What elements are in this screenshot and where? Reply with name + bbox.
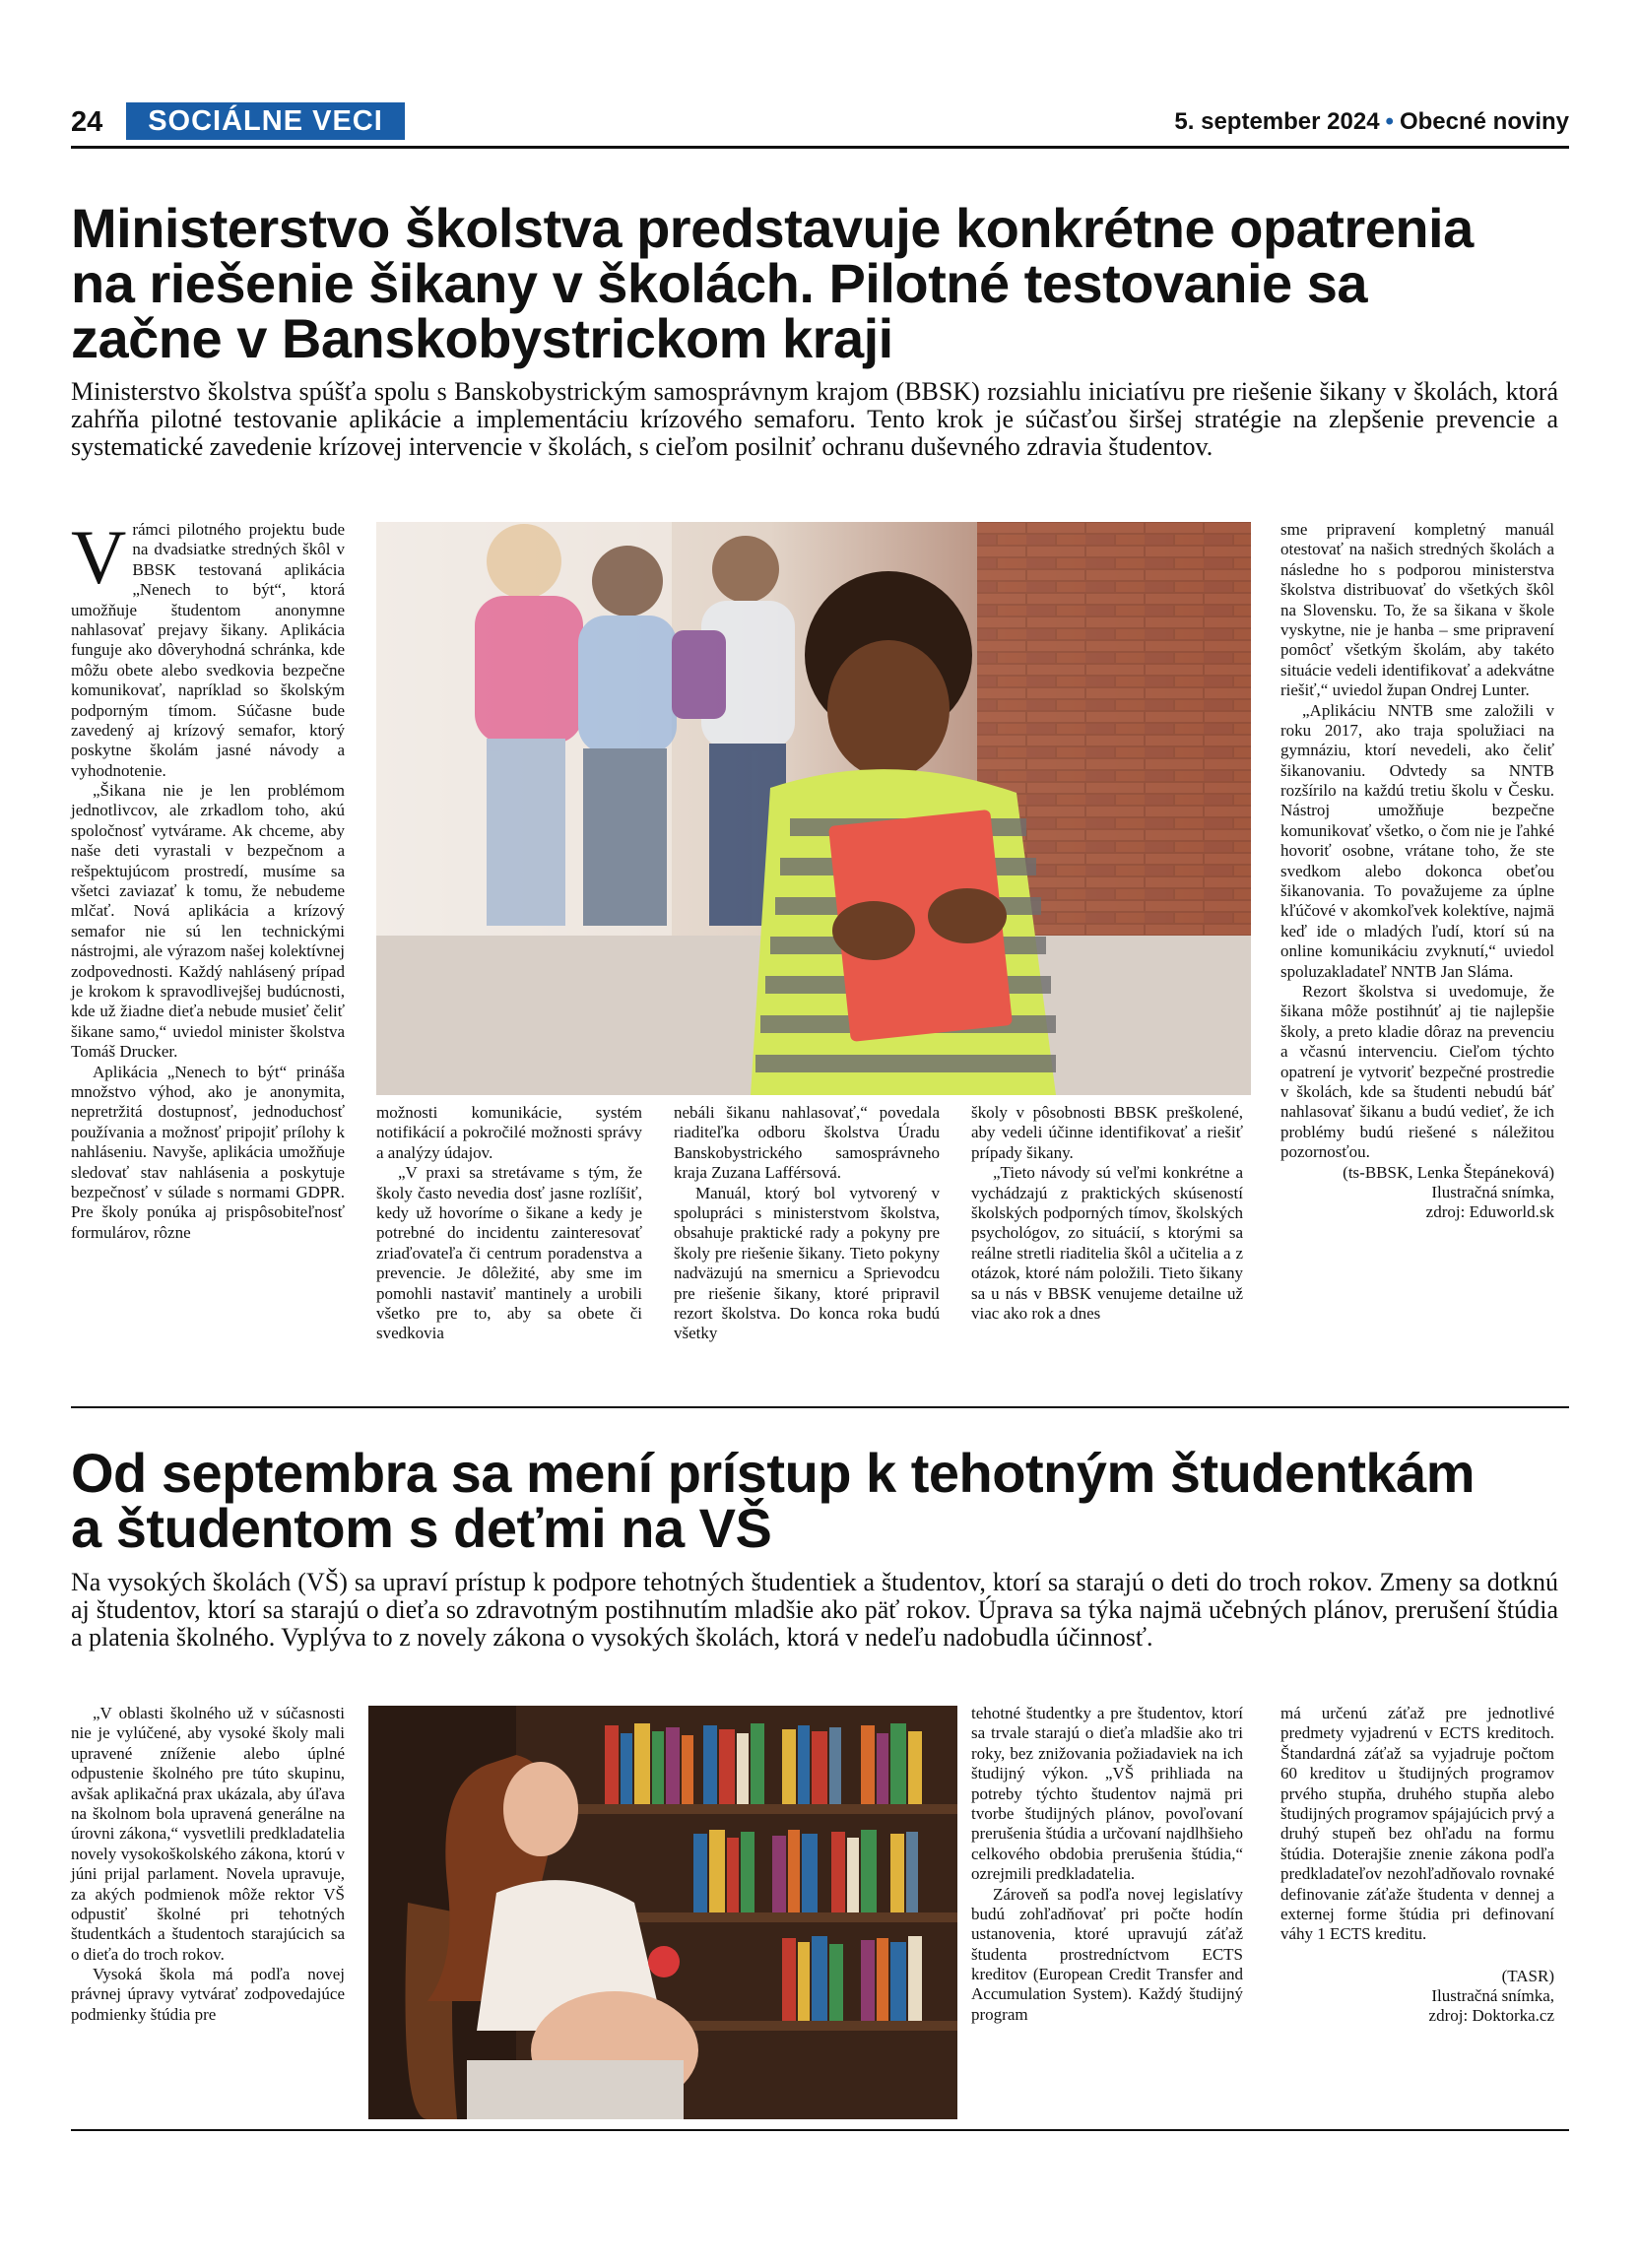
article2-headline: Od septembra sa mení prístup k tehotným študentkám a študentom s deťmi na VŠ (71, 1442, 1476, 1559)
article1-paragraph: „V praxi sa stretávame s tým, že školy často nevedia dosť jasne rozlíšiť, kedy už hovoríme o šikane a kedy je potrebné do incidentu zainteresovať zriaďovateľa či centrum poradenstva a prevencie. Je dôležité, aby sme im pomohli nastaviť mantinely a urobili všetko pre to, aby sa obete či svedkovia (376, 1163, 642, 1343)
issue-date: 5. september 2024 (1174, 108, 1380, 135)
article1-paragraph: Aplikácia „Nenech to být“ prináša množstvo výhod, ako je anonymita, nepretržitá dostupnosť, jednoduchosť používania a možnosť pripojiť prílohy k nahláseniu. Navyše, aplikácia umožňuje sledovať stav nahlásenia a poskytuje bezpečnosť v súlade s normami GDPR. Pre školy ponúka aj prispôsobiteľnosť formulárov, rôzne (71, 1062, 345, 1242)
article1-paragraph: „Šikana nie je len problémom jednotlivcov, ale zrkadlom toho, akú spoločnosť vytvárame. Ak chceme, aby naše deti vyrastali v bezpečnom a rešpektujúcom prostredí, musíme sa všetci zaviazať k tomu, že nebudeme mlčať. Nová aplikácia a krízový semafor nie sú len technickými nástrojmi, ale výrazom našej kolektívnej zodpovednosti. Každý nahlásený prípad je krokom k spravodlivejšej budúcnosti, kde už žiadne dieťa nebude musieť čeliť šikane samo,“ uviedol minister školstva Tomáš Drucker. (71, 781, 345, 1062)
article1-photo-caption: Ilustračná snímka, (1431, 1182, 1554, 1201)
article2-paragraph: Vysoká škola má podľa novej právnej úpravy vytvárať zodpovedajúce podmienky štúdia pre (71, 1965, 345, 2024)
article1-paragraph: nebáli šikanu nahlasovať,“ povedala riaditeľka odboru školstva Úradu Banskobystrického samosprávneho kraja Zuzana Lafférsová. (674, 1103, 940, 1183)
article2-photo-caption: Ilustračná snímka, (1431, 1986, 1554, 2006)
section-label: SOCIÁLNE VECI (126, 102, 405, 140)
article1-column-1 (71, 514, 345, 1243)
header-rule (71, 146, 1569, 149)
article1-paragraph: školy v pôsobnosti BBSK preškolené, aby vedeli účinne identifikovať a riešiť prípady šikany. (971, 1103, 1243, 1162)
publication-name: Obecné noviny (1399, 108, 1569, 135)
separator-dot: • (1385, 108, 1394, 135)
article1-paragraph: Manuál, ktorý bol vytvorený v spolupráci s ministerstvom školstva, obsahuje praktické rady a pokyny pre školy pre riešenie šikany. Tieto pokyny nadväzujú na smernicu a Sprievodcu pre riešenie šikany, ktoré pripravil rezort školstva. Do konca roka budú všetky (674, 1183, 940, 1343)
article1-paragraph: rámci pilotného projektu bude na dvadsiatke stredných škôl v BBSK testovaná aplikácia „Nenech to být“, ktorá umožňuje študentom anonymne nahlasovať prejavy šikany. Aplikácia funguje ako dôveryhodná schránka, kde môžu obete alebo svedkovia bezpečne komunikovať, napríklad so školským podporným tímom. Súčasne bude zavedený aj krízový semafor, ktorý poskytne školám jasné návody a vyhodnotenie. (71, 520, 345, 780)
article2-column-4 (971, 1704, 1243, 2025)
article1-paragraph: možnosti komunikácie, systém notifikácií a pokročilé možnosti správy a analýzy údajov. (376, 1103, 642, 1162)
bullying-illustration-photo (376, 522, 1251, 1095)
article1-column-4 (971, 1103, 1243, 1324)
article1-headline: Ministerstvo školstva predstavuje konkrétne opatrenia na riešenie šikany v školách. Pilotné testovanie sa začne v Banskobystrickom kraji (71, 197, 1474, 369)
footer-rule (71, 2129, 1569, 2131)
dropcap: V (71, 514, 127, 600)
article2-column-5 (1280, 1704, 1554, 2027)
article1-photo-source: zdroj: Eduworld.sk (1425, 1202, 1554, 1222)
article1-lead: Ministerstvo školstva spúšťa spolu s Banskobystrickým samosprávnym krajom (BBSK) rozsiahlu iniciatívu pre riešenie šikany v školách, ktorá zahŕňa pilotné testovanie aplikácie a implementáciu krízového semaforu. Tento krok je súčasťou širšej stratégie na zlepšenie prevencie a systematické zavedenie krízovej intervencie v školách, s cieľom posilniť ochranu duševného zdravia študentov. (71, 377, 1558, 462)
article-divider (71, 1406, 1569, 1408)
article2-paragraph: má určenú záťaž pre jednotlivé predmety vyjadrenú v ECTS kreditoch. Štandardná záťaž sa vyjadruje počtom 60 kreditov u študijných programov prvého stupňa, druhého stupňa alebo študijných programov spájajúcich prvý a druhý stupeň bez ohľadu na formu štúdia. Doterajšie znenie zákona podľa predkladateľov nezohľadňovalo rovnaké definovanie záťaže študenta v dennej a externej forme štúdia pri definovaní váhy 1 ECTS kreditu. (1280, 1704, 1554, 1944)
article1-paragraph: sme pripravení kompletný manuál otestovať na našich stredných školách a následne ho s podporou ministerstva školstva distribuovať do všetkých škôl na Slovensku. To, že sa šikana v škole vyskytne, nie je hanba – sme pripravení pomôcť všetkým školám, aby takéto situácie vedeli identifikovať a adekvátne riešiť,“ uviedol župan Ondrej Lunter. (1280, 520, 1554, 700)
article1-author: (ts-BBSK, Lenka Štepáneková) (1343, 1162, 1554, 1182)
pregnant-student-photo (368, 1706, 957, 2119)
article1-column-2 (376, 1103, 642, 1344)
article2-paragraph: „V oblasti školného už v súčasnosti nie je vylúčené, aby vysoké školy mali upravené zníženie alebo úplné odpustenie školného pre túto skupinu, avšak aplikačná prax ukázala, aby úľava na školnom bola upravená generálne na úrovni zákona,“ vysvetlili predkladatelia novely vysokoškolského zákona, ktorú v júni prijal parlament. Novela upravuje, za akých podmienok môže rektor VŠ odpustiť školné pri tehotných študentkách a študentoch starajúcich sa o dieťa do troch rokov. (71, 1704, 345, 1964)
article1-paragraph: „Tieto návody sú veľmi konkrétne a vychádzajú z praktických skúseností školských podporných tímov, školských psychológov, zo situácií, s ktorými sa reálne stretli riaditelia škôl a učitelia a z otázok, ktoré nám položili. Tieto šikany sa u nás v BBSK venujeme detailne už viac ako rok a dnes (971, 1163, 1243, 1323)
article1-column-5 (1280, 520, 1554, 1223)
article2-paragraph: tehotné študentky a pre študentov, ktorí sa trvale starajú o dieťa mladšie ako tri roky, bez znižovania požiadaviek na ich študijný výkon. „VŠ prihliada na potreby týchto študentov najmä pri tvorbe študijných plánov, povoľovaní prerušenia štúdia a určovaní najdlhšieho celkového obdobia prerušenia štúdia,“ ozrejmili predkladatelia. (971, 1704, 1243, 1884)
page-number: 24 (71, 106, 103, 138)
article2-paragraph: Zároveň sa podľa novej legislatívy budú zohľadňovať pri počte hodín ustanovenia, ktoré upravujú záťaž študenta prostredníctvom ECTS kreditov (European Credit Transfer and Accumulation System). Každý študijný program (971, 1884, 1243, 2024)
article2-photo-source: zdroj: Doktorka.cz (1428, 2006, 1554, 2026)
article2-author: (TASR) (1501, 1966, 1554, 1985)
article2-column-1 (71, 1704, 345, 2025)
article1-paragraph: Rezort školstva si uvedomuje, že šikana môže postihnúť aj tie najlepšie školy, a preto kladie dôraz na prevenciu a včasnú intervenciu. Cieľom týchto opatrení je vytvoriť bezpečné prostredie v školách, kde sa študenti nebudú báť nahlasovať šikanu a budú vedieť, že ich problémy budú riešené s náležitou pozornosťou. (1280, 981, 1554, 1162)
article1-column-3 (674, 1103, 940, 1344)
article2-lead: Na vysokých školách (VŠ) sa upraví prístup k podpore tehotných študentiek a študentov, ktorí sa starajú o deti do troch rokov. Zmeny sa dotknú aj študentov, ktorí sa starajú o dieťa so zdravotným postihnutím mladšie ako päť rokov. Úprava sa týka najmä učebných plánov, prerušení štúdia a platenia školného. Vyplýva to z novely zákona o vysokých školách, ktorá v nedeľu nadobudla účinnosť. (71, 1568, 1558, 1652)
article1-paragraph: „Aplikáciu NNTB sme založili v roku 2017, ako traja spolužiaci na gymnáziu, ktorí nevedeli, ako čeliť šikanovaniu. Odvtedy sa NNTB rozšírilo na každú tretiu školu v Česku. Nástroj umožňuje bezpečne komunikovať všetko, o čom nie je ľahké hovoriť osobne, vrátane toho, že ste svedkom alebo dokonca obeťou šikanovania. To považujeme za úplne kľúčové v akomkoľvek kolektíve, najmä keď ide o mladých ľudí, ktorí sú na online komunikáciu zvyknutí,“ uviedol spoluzakladateľ NNTB Jan Sláma. (1280, 700, 1554, 981)
masthead-info (1174, 108, 1569, 136)
